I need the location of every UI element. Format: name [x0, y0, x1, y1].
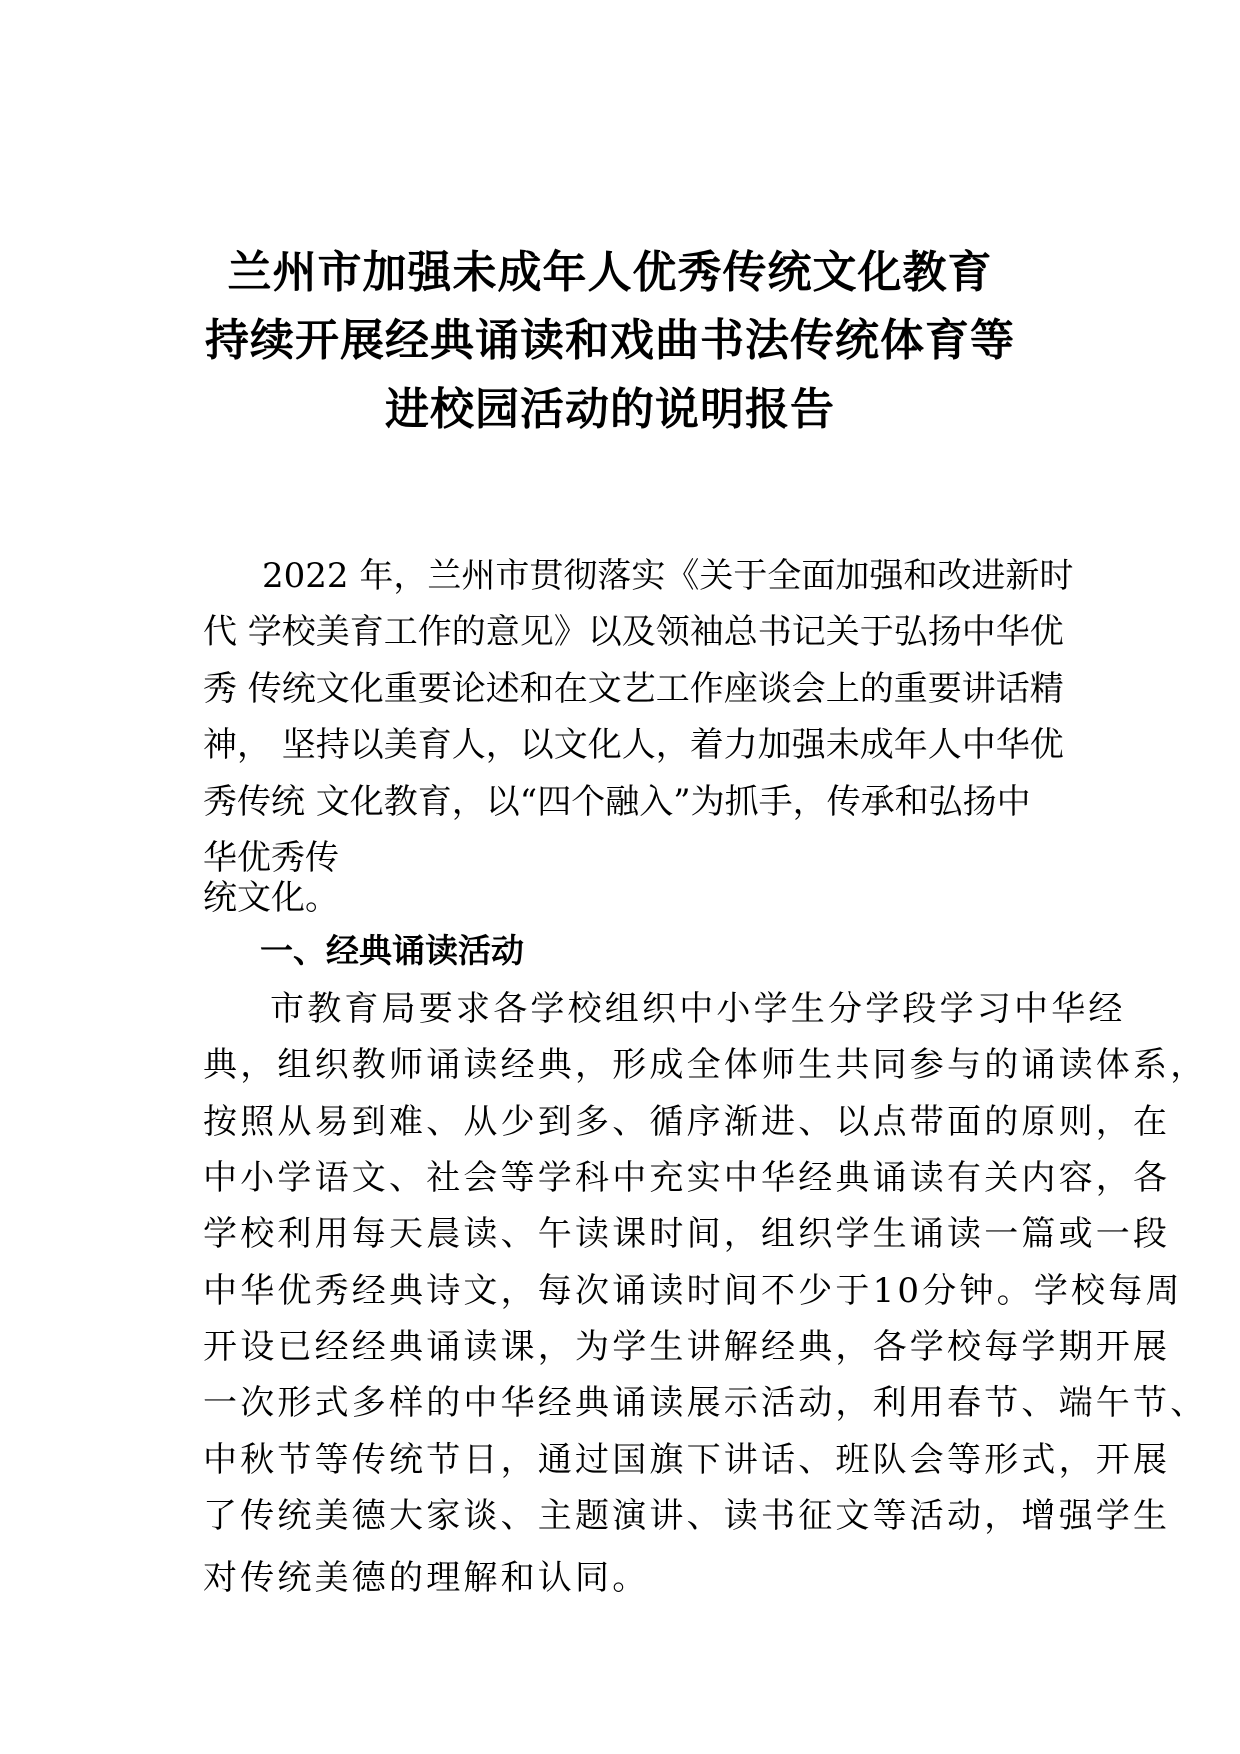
document-title-line-3: 进校园活动的说明报告 — [385, 384, 835, 435]
intro-line-3: 秀 传统文化重要论述和在文艺工作座谈会上的重要讲话精 — [203, 669, 1064, 709]
body-line-7: 开设已经经典诵读课，为学生讲解经典，各学校每学期开展 — [203, 1327, 1171, 1367]
intro-line-6: 华优秀传 — [203, 838, 339, 878]
intro-line-4: 神， 坚持以美育人，以文化人，着力加强未成年人中华优 — [203, 725, 1064, 765]
body-line-2: 典，组织教师诵读经典，形成全体师生共同参与的诵读体系， — [203, 1045, 1208, 1085]
document-title-line-2: 持续开展经典诵读和戏曲书法传统体育等 — [205, 315, 1015, 366]
body-line-6: 中华优秀经典诗文，每次诵读时间不少于10分钟。学校每周 — [203, 1271, 1183, 1311]
intro-line-5: 秀传统 文化教育，以“四个融入”为抓手，传承和弘扬中 — [203, 782, 1031, 822]
intro-line-7: 统文化。 — [203, 878, 339, 918]
intro-line-2: 代 学校美育工作的意见》以及领袖总书记关于弘扬中华优 — [203, 612, 1064, 652]
intro-line-1: 2022 年，兰州市贯彻落实《关于全面加强和改进新时 — [262, 556, 1074, 596]
document-title-line-1: 兰州市加强未成年人优秀传统文化教育 — [227, 247, 993, 298]
body-line-11: 对传统美德的理解和认同。 — [203, 1558, 650, 1598]
body-line-10: 了传统美德大家谈、主题演讲、读书征文等活动，增强学生 — [203, 1496, 1171, 1536]
section-heading: 一、经典诵读活动 — [260, 931, 524, 970]
body-line-5: 学校利用每天晨读、午读课时间，组织学生诵读一篇或一段 — [203, 1214, 1171, 1254]
body-line-8: 一次形式多样的中华经典诵读展示活动，利用春节、端午节、 — [203, 1383, 1208, 1423]
body-line-3: 按照从易到难、从少到多、循序渐进、以点带面的原则，在 — [203, 1102, 1171, 1142]
body-line-9: 中秋节等传统节日，通过国旗下讲话、班队会等形式，开展 — [203, 1440, 1171, 1480]
body-line-1: 市教育局要求各学校组织中小学生分学段学习中华经 — [270, 989, 1126, 1029]
body-line-4: 中小学语文、社会等学科中充实中华经典诵读有关内容，各 — [203, 1158, 1171, 1198]
